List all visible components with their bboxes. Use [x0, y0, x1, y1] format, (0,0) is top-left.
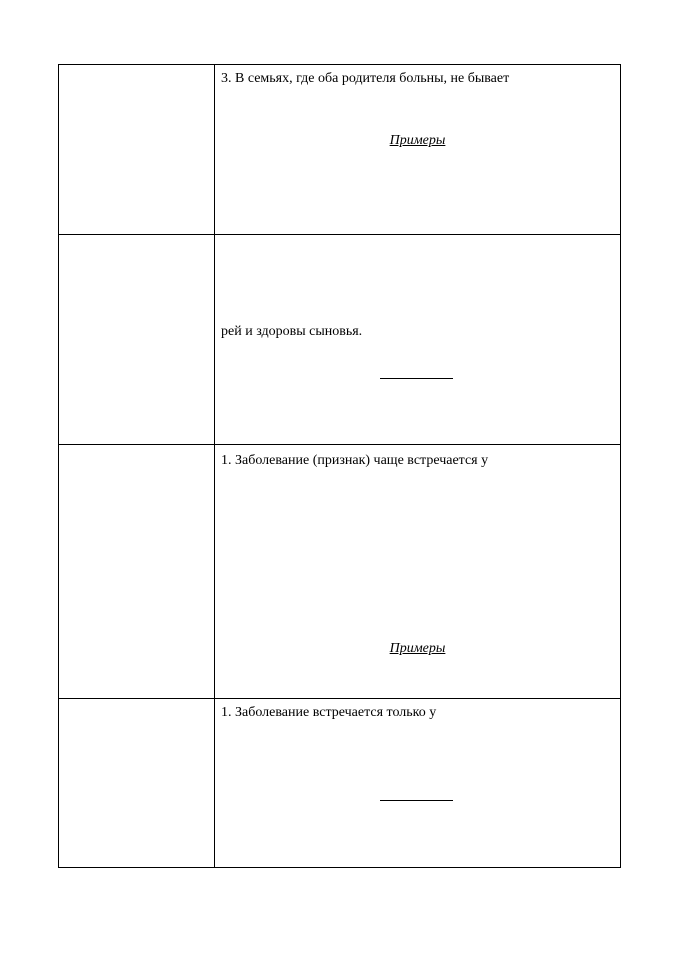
row-text: 3. В семьях, где оба родителя больны, не бывает — [221, 71, 510, 86]
table-cell-left — [59, 699, 215, 868]
table-row — [59, 235, 621, 445]
table-cell-right — [215, 445, 621, 699]
table-cell-left — [59, 445, 215, 699]
examples-label: Примеры — [389, 133, 446, 148]
divider-line — [380, 800, 453, 801]
divider-line — [380, 378, 453, 379]
examples-label: Примеры — [389, 641, 446, 656]
table-cell-left — [59, 235, 215, 445]
table-cell-right — [215, 65, 621, 235]
table-cell-right — [215, 235, 621, 445]
row-text: 1. Заболевание (признак) чаще встречается у — [221, 453, 489, 468]
row-text: рей и здоровы сыновья. — [221, 324, 363, 339]
table-row — [59, 445, 621, 699]
row-text: 1. Заболевание встречается только у — [221, 705, 437, 720]
table-row — [59, 65, 621, 235]
table-row — [59, 699, 621, 868]
document-table — [58, 64, 621, 868]
table-cell-left — [59, 65, 215, 235]
table-cell-right — [215, 699, 621, 868]
